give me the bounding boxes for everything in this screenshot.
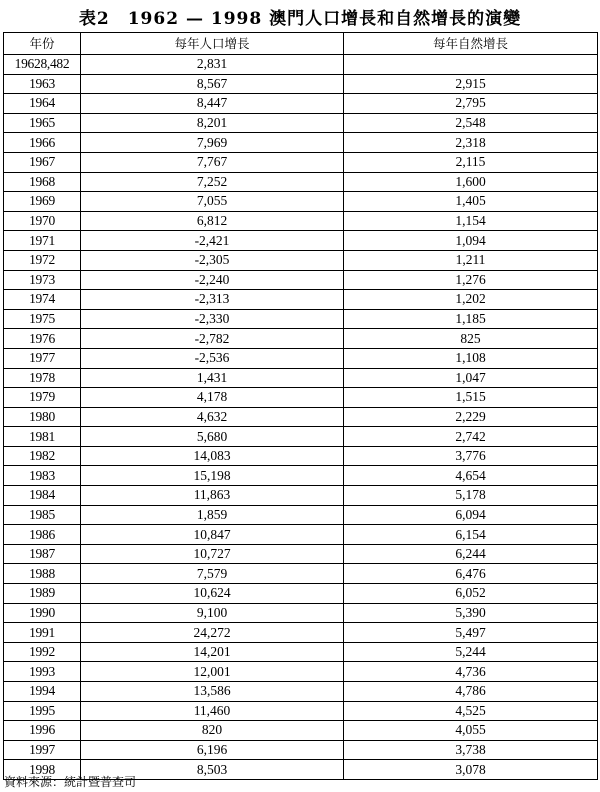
year-cell: 1971 (4, 231, 81, 251)
table-row (4, 544, 598, 564)
population-growth-table (3, 32, 598, 780)
table-row (4, 505, 598, 525)
year-cell: 1992 (4, 642, 81, 662)
natural-growth-cell: 6,052 (344, 584, 598, 604)
table-row (4, 113, 598, 133)
table-row (4, 192, 598, 212)
table-row (4, 74, 598, 94)
natural-growth-cell: 1,047 (344, 368, 598, 388)
population-growth-cell: 10,624 (81, 584, 344, 604)
population-growth-cell: 6,196 (81, 740, 344, 760)
natural-growth-cell: 5,178 (344, 486, 598, 506)
year-cell: 1998 (4, 760, 81, 780)
population-growth-cell: -2,536 (81, 348, 344, 368)
table-row (4, 662, 598, 682)
natural-growth-cell: 3,738 (344, 740, 598, 760)
natural-growth-cell: 1,185 (344, 309, 598, 329)
population-growth-cell: 1,431 (81, 368, 344, 388)
year-cell: 1984 (4, 486, 81, 506)
natural-growth-cell: 4,786 (344, 682, 598, 702)
year-cell: 1994 (4, 682, 81, 702)
year-cell: 1997 (4, 740, 81, 760)
year-cell: 1972 (4, 250, 81, 270)
natural-growth-cell: 3,078 (344, 760, 598, 780)
year-cell: 1981 (4, 427, 81, 447)
source-note: 資料來源：統計暨普查司 (4, 775, 137, 789)
table-row (4, 486, 598, 506)
column-header-population-growth: 每年人口增長 (81, 33, 344, 55)
natural-growth-cell: 1,154 (344, 211, 598, 231)
natural-growth-cell: 6,154 (344, 525, 598, 545)
year-cell: 1989 (4, 584, 81, 604)
year-cell: 1975 (4, 309, 81, 329)
natural-growth-cell: 1,600 (344, 172, 598, 192)
population-growth-cell: 8,567 (81, 74, 344, 94)
year-cell: 1987 (4, 544, 81, 564)
table-row (4, 329, 598, 349)
year-cell: 1995 (4, 701, 81, 721)
table-row (4, 682, 598, 702)
natural-growth-cell: 5,390 (344, 603, 598, 623)
population-growth-cell: 8,201 (81, 113, 344, 133)
natural-growth-cell: 2,115 (344, 152, 598, 172)
year-cell: 19628,482 (4, 55, 81, 75)
table-row (4, 642, 598, 662)
year-cell: 1993 (4, 662, 81, 682)
header-row (4, 33, 598, 55)
natural-growth-cell: 1,108 (344, 348, 598, 368)
natural-growth-cell: 3,776 (344, 446, 598, 466)
table-row (4, 564, 598, 584)
population-growth-cell: 7,969 (81, 133, 344, 153)
table-row (4, 701, 598, 721)
table-row (4, 446, 598, 466)
table-row (4, 231, 598, 251)
table-row (4, 407, 598, 427)
table-row (4, 250, 598, 270)
population-growth-cell: 1,859 (81, 505, 344, 525)
year-cell: 1964 (4, 94, 81, 114)
year-cell: 1979 (4, 388, 81, 408)
population-growth-cell: 4,178 (81, 388, 344, 408)
population-growth-cell: 14,201 (81, 642, 344, 662)
year-cell: 1996 (4, 721, 81, 741)
table-row (4, 94, 598, 114)
population-growth-cell: 7,055 (81, 192, 344, 212)
population-growth-cell: 10,727 (81, 544, 344, 564)
natural-growth-cell: 2,548 (344, 113, 598, 133)
natural-growth-cell: 4,525 (344, 701, 598, 721)
population-growth-cell: 6,812 (81, 211, 344, 231)
natural-growth-cell: 1,276 (344, 270, 598, 290)
year-cell: 1991 (4, 623, 81, 643)
natural-growth-cell: 2,229 (344, 407, 598, 427)
year-cell: 1969 (4, 192, 81, 212)
year-cell: 1974 (4, 290, 81, 310)
population-growth-cell: 8,503 (81, 760, 344, 780)
population-growth-cell: 8,447 (81, 94, 344, 114)
year-cell: 1985 (4, 505, 81, 525)
natural-growth-cell: 1,211 (344, 250, 598, 270)
year-cell: 1977 (4, 348, 81, 368)
natural-growth-cell: 2,742 (344, 427, 598, 447)
population-growth-cell: 9,100 (81, 603, 344, 623)
population-growth-cell: -2,782 (81, 329, 344, 349)
table-body (4, 55, 598, 780)
table-row (4, 211, 598, 231)
table-row (4, 133, 598, 153)
year-cell: 1986 (4, 525, 81, 545)
natural-growth-cell: 4,055 (344, 721, 598, 741)
table-row (4, 525, 598, 545)
natural-growth-cell: 1,405 (344, 192, 598, 212)
natural-growth-cell: 6,094 (344, 505, 598, 525)
population-growth-cell: 12,001 (81, 662, 344, 682)
table-row (4, 603, 598, 623)
natural-growth-cell: 4,654 (344, 466, 598, 486)
population-growth-cell: 13,586 (81, 682, 344, 702)
natural-growth-cell: 6,244 (344, 544, 598, 564)
year-cell: 1978 (4, 368, 81, 388)
year-cell: 1976 (4, 329, 81, 349)
population-growth-cell: 2,831 (81, 55, 344, 75)
year-cell: 1983 (4, 466, 81, 486)
population-growth-cell: 24,272 (81, 623, 344, 643)
table-row (4, 348, 598, 368)
population-growth-cell: -2,330 (81, 309, 344, 329)
natural-growth-cell: 2,915 (344, 74, 598, 94)
population-growth-cell: -2,313 (81, 290, 344, 310)
population-growth-cell: 5,680 (81, 427, 344, 447)
population-growth-cell: -2,305 (81, 250, 344, 270)
natural-growth-cell: 6,476 (344, 564, 598, 584)
natural-growth-cell: 2,318 (344, 133, 598, 153)
population-growth-cell: 11,460 (81, 701, 344, 721)
year-cell: 1965 (4, 113, 81, 133)
natural-growth-cell: 5,497 (344, 623, 598, 643)
column-header-year: 年份 (4, 33, 81, 55)
year-cell: 1990 (4, 603, 81, 623)
year-cell: 1968 (4, 172, 81, 192)
table-row (4, 290, 598, 310)
table-row (4, 623, 598, 643)
year-cell: 1988 (4, 564, 81, 584)
population-growth-cell: 7,579 (81, 564, 344, 584)
table-row (4, 172, 598, 192)
year-cell: 1980 (4, 407, 81, 427)
year-cell: 1973 (4, 270, 81, 290)
table-row (4, 740, 598, 760)
population-growth-cell: 820 (81, 721, 344, 741)
population-growth-cell: 15,198 (81, 466, 344, 486)
population-growth-cell: 7,767 (81, 152, 344, 172)
year-cell: 1970 (4, 211, 81, 231)
natural-growth-cell: 1,202 (344, 290, 598, 310)
population-growth-cell: 4,632 (81, 407, 344, 427)
population-growth-cell: 7,252 (81, 172, 344, 192)
year-cell: 1963 (4, 74, 81, 94)
natural-growth-cell: 1,515 (344, 388, 598, 408)
natural-growth-cell: 4,736 (344, 662, 598, 682)
year-cell: 1966 (4, 133, 81, 153)
natural-growth-cell (344, 55, 598, 75)
table-row (4, 55, 598, 75)
population-growth-cell: 11,863 (81, 486, 344, 506)
natural-growth-cell: 5,244 (344, 642, 598, 662)
table-row (4, 584, 598, 604)
population-growth-cell: 14,083 (81, 446, 344, 466)
table-row (4, 466, 598, 486)
year-cell: 1967 (4, 152, 81, 172)
table-row (4, 427, 598, 447)
table-row (4, 270, 598, 290)
population-growth-cell: 10,847 (81, 525, 344, 545)
table-title: 表2 1962 — 1998 澳門人口增長和自然增長的演變 (78, 9, 522, 29)
column-header-natural-growth: 每年自然增長 (344, 33, 598, 55)
table-row (4, 309, 598, 329)
table-row (4, 721, 598, 741)
natural-growth-cell: 2,795 (344, 94, 598, 114)
natural-growth-cell: 825 (344, 329, 598, 349)
population-growth-cell: -2,421 (81, 231, 344, 251)
population-growth-cell: -2,240 (81, 270, 344, 290)
table-row (4, 388, 598, 408)
year-cell: 1982 (4, 446, 81, 466)
natural-growth-cell: 1,094 (344, 231, 598, 251)
table-row (4, 368, 598, 388)
table-row (4, 152, 598, 172)
